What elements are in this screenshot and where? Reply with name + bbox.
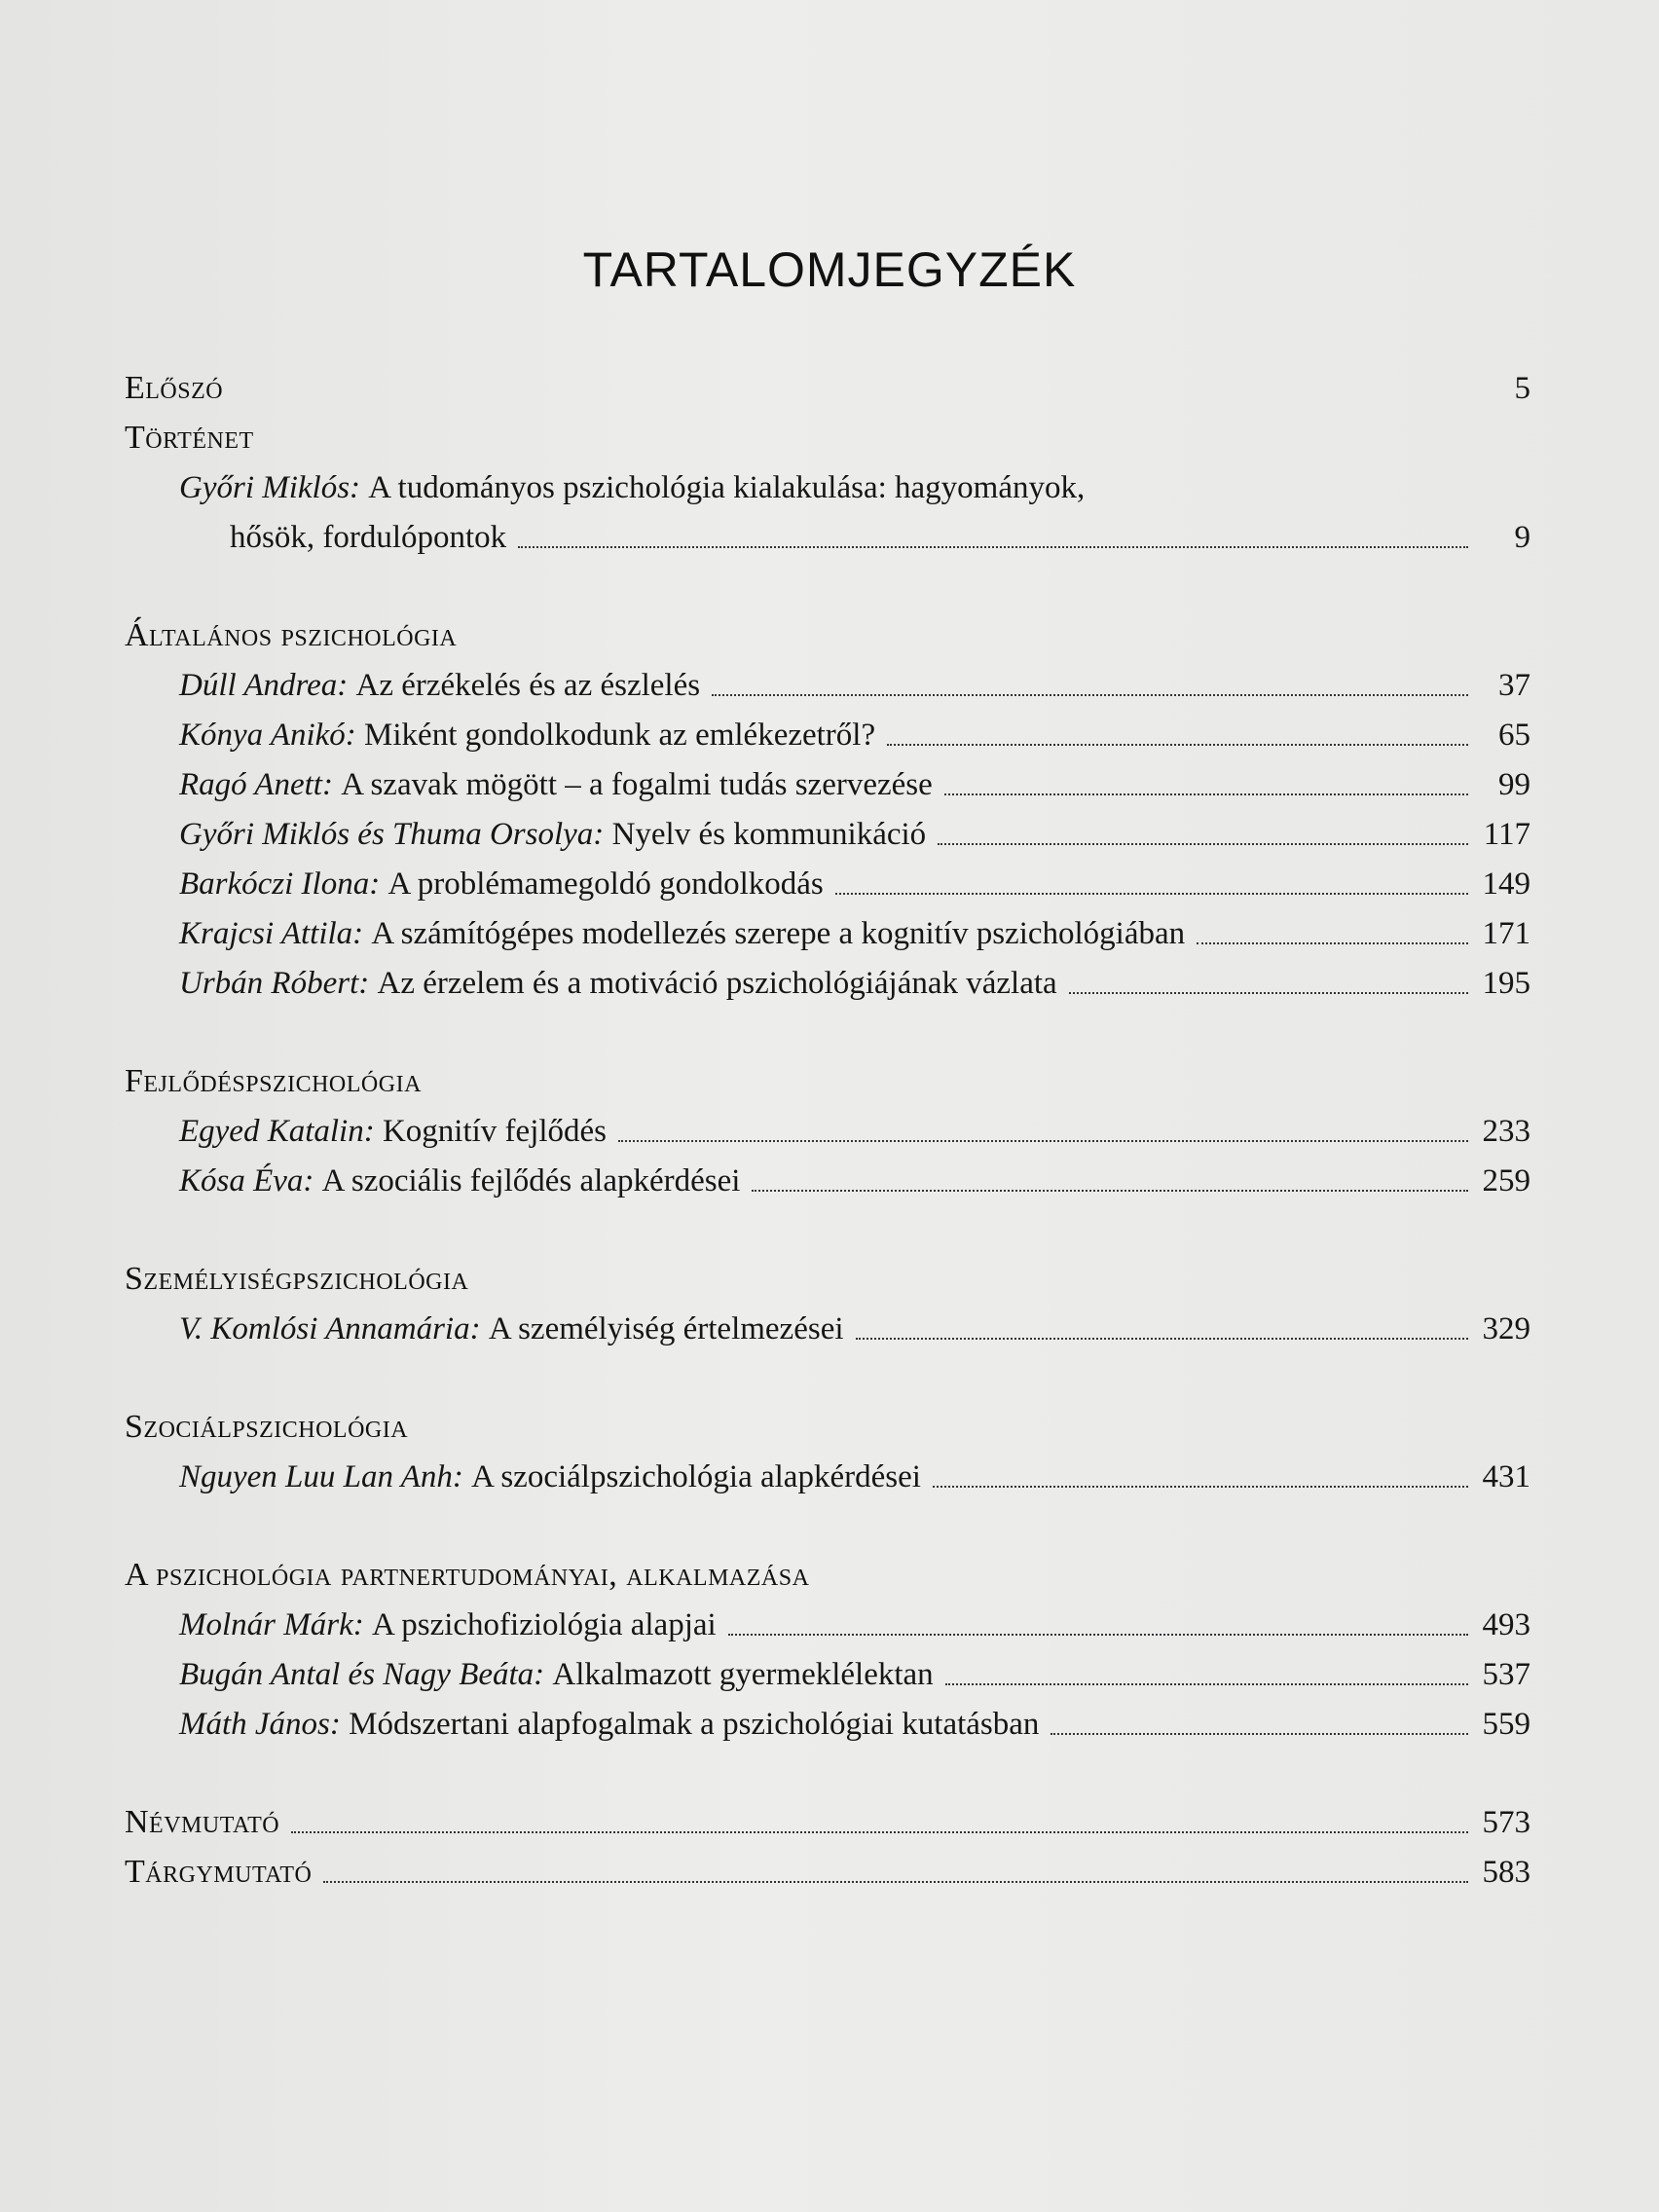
section-heading: Névmutató — [125, 1804, 280, 1840]
page-number: 559 — [1482, 1707, 1530, 1742]
entry-author: Nguyen Luu Lan Anh: — [179, 1459, 463, 1494]
page-number: 583 — [1482, 1855, 1530, 1890]
toc-entry[interactable] — [125, 804, 1530, 854]
dot-leader — [1051, 1732, 1468, 1735]
entry-title: Miként gondolkodunk az emlékezetről? — [364, 718, 876, 753]
toc-entry[interactable] — [125, 903, 1530, 953]
entry-title: Kognitív fejlődés — [382, 1114, 608, 1149]
entry-author: Krajcsi Attila: — [179, 916, 364, 951]
section-heading: Fejlődéspszichológia — [125, 1063, 422, 1099]
page-number: 9 — [1514, 520, 1530, 555]
entry-author: Kónya Anikó: — [179, 718, 356, 753]
dot-leader — [752, 1189, 1468, 1192]
page-number: 37 — [1498, 668, 1530, 703]
entry-title: Az érzelem és a motiváció pszichológiájának vázlata — [377, 966, 1057, 1001]
entry-title: A pszichofiziológia alapjai — [371, 1607, 717, 1642]
section-heading-altalanos — [125, 606, 1530, 655]
toc-entry[interactable] — [125, 1644, 1530, 1694]
toc-entry[interactable] — [125, 755, 1530, 804]
entry-author: V. Komlósi Annamária: — [179, 1311, 481, 1346]
page-number: 195 — [1482, 966, 1530, 1001]
dot-leader — [712, 693, 1468, 696]
section-heading: Szociálpszichológia — [125, 1409, 409, 1445]
page-number: 329 — [1482, 1311, 1530, 1346]
section-heading: A pszichológia partnertudományai, alkalmazása — [125, 1557, 810, 1593]
toc-entry[interactable] — [125, 458, 1530, 507]
entry-author: Győri Miklós és Thuma Orsolya: — [179, 817, 605, 852]
toc-entry-continuation[interactable] — [125, 507, 1530, 557]
dot-leader — [887, 743, 1468, 746]
entry-author: Máth János: — [179, 1707, 341, 1742]
entry-author: Bugán Antal és Nagy Beáta: — [179, 1657, 545, 1692]
entry-author: Győri Miklós: — [179, 470, 361, 505]
section-heading-tortenet — [125, 408, 1530, 458]
page-number: 537 — [1482, 1657, 1530, 1692]
section-heading-szemelyiseg — [125, 1249, 1530, 1299]
entry-title: A személyiség értelmezései — [488, 1311, 844, 1346]
entry-title: hősök, fordulópontok — [230, 520, 507, 555]
page-title: TARTALOMJEGYZÉK — [582, 242, 1077, 297]
entry-title: Nyelv és kommunikáció — [611, 817, 927, 852]
page-number: 259 — [1482, 1163, 1530, 1198]
toc-entry[interactable] — [125, 1595, 1530, 1644]
section-heading-partner — [125, 1545, 1530, 1595]
toc-entry[interactable] — [125, 1694, 1530, 1744]
toc-entry[interactable] — [125, 1447, 1530, 1496]
page-number: 493 — [1482, 1607, 1530, 1642]
entry-author: Molnár Márk: — [179, 1607, 364, 1642]
entry-title: A problémamegoldó gondolkodás — [387, 866, 824, 902]
dot-leader — [835, 892, 1468, 895]
toc-entry[interactable] — [125, 655, 1530, 705]
entry-author: Egyed Katalin: — [179, 1114, 375, 1149]
toc-entry[interactable] — [125, 854, 1530, 903]
section-heading: Történet — [125, 420, 254, 456]
entry-author: Urbán Róbert: — [179, 966, 370, 1001]
page-number: 117 — [1483, 817, 1530, 852]
dot-leader — [291, 1830, 1468, 1833]
dot-leader — [1197, 941, 1468, 944]
entry-title: A szociális fejlődés alapkérdései — [321, 1163, 741, 1198]
toc-row-targymutato[interactable] — [125, 1842, 1530, 1892]
dot-leader — [944, 793, 1468, 795]
page-number: 5 — [1514, 371, 1530, 406]
section-heading: Előszó — [125, 370, 224, 406]
dot-leader — [1069, 991, 1468, 994]
section-heading: Tárgymutató — [125, 1854, 313, 1890]
toc-entry[interactable] — [125, 1101, 1530, 1151]
entry-author: Ragó Anett: — [179, 767, 333, 802]
section-heading-fejlodes — [125, 1051, 1530, 1101]
dot-leader — [323, 1880, 1468, 1883]
dot-leader — [518, 545, 1468, 548]
entry-title: Alkalmazott gyermeklélektan — [552, 1657, 934, 1692]
dot-leader — [933, 1485, 1468, 1488]
dot-leader — [938, 842, 1468, 845]
page-number: 431 — [1482, 1459, 1530, 1494]
entry-title: Az érzékelés és az észlelés — [355, 668, 701, 703]
toc-entry[interactable] — [125, 953, 1530, 1003]
section-heading-szocial — [125, 1397, 1530, 1447]
table-of-contents — [125, 358, 1530, 1892]
section-heading: Személyiségpszichológia — [125, 1261, 469, 1297]
entry-author: Kósa Éva: — [179, 1163, 314, 1198]
entry-author: Barkóczi Ilona: — [179, 866, 381, 902]
entry-title: A szociálpszichológia alapkérdései — [471, 1459, 921, 1494]
toc-row-eloszo[interactable] — [125, 358, 1530, 408]
toc-entry[interactable] — [125, 1151, 1530, 1200]
entry-title: A számítógépes modellezés szerepe a kognitív pszichológiában — [371, 916, 1186, 951]
toc-entry[interactable] — [125, 705, 1530, 755]
page-number: 149 — [1482, 866, 1530, 902]
entry-title: A szavak mögött – a fogalmi tudás szervezése — [341, 767, 933, 802]
toc-entry[interactable] — [125, 1299, 1530, 1348]
page-number: 171 — [1482, 916, 1530, 951]
entry-title: Módszertani alapfogalmak a pszichológiai kutatásban — [349, 1707, 1040, 1742]
page-number: 233 — [1482, 1114, 1530, 1149]
entry-title: A tudományos pszichológia kialakulása: hagyományok, — [368, 470, 1086, 505]
toc-row-nevmutato[interactable] — [125, 1792, 1530, 1842]
dot-leader — [945, 1682, 1468, 1685]
page-number: 65 — [1498, 718, 1530, 753]
page-number: 573 — [1482, 1805, 1530, 1840]
dot-leader — [618, 1139, 1468, 1142]
entry-author: Dúll Andrea: — [179, 668, 349, 703]
section-heading: Általános pszichológia — [125, 617, 458, 653]
page-number: 99 — [1498, 767, 1530, 802]
dot-leader — [728, 1633, 1468, 1636]
dot-leader — [856, 1337, 1468, 1340]
